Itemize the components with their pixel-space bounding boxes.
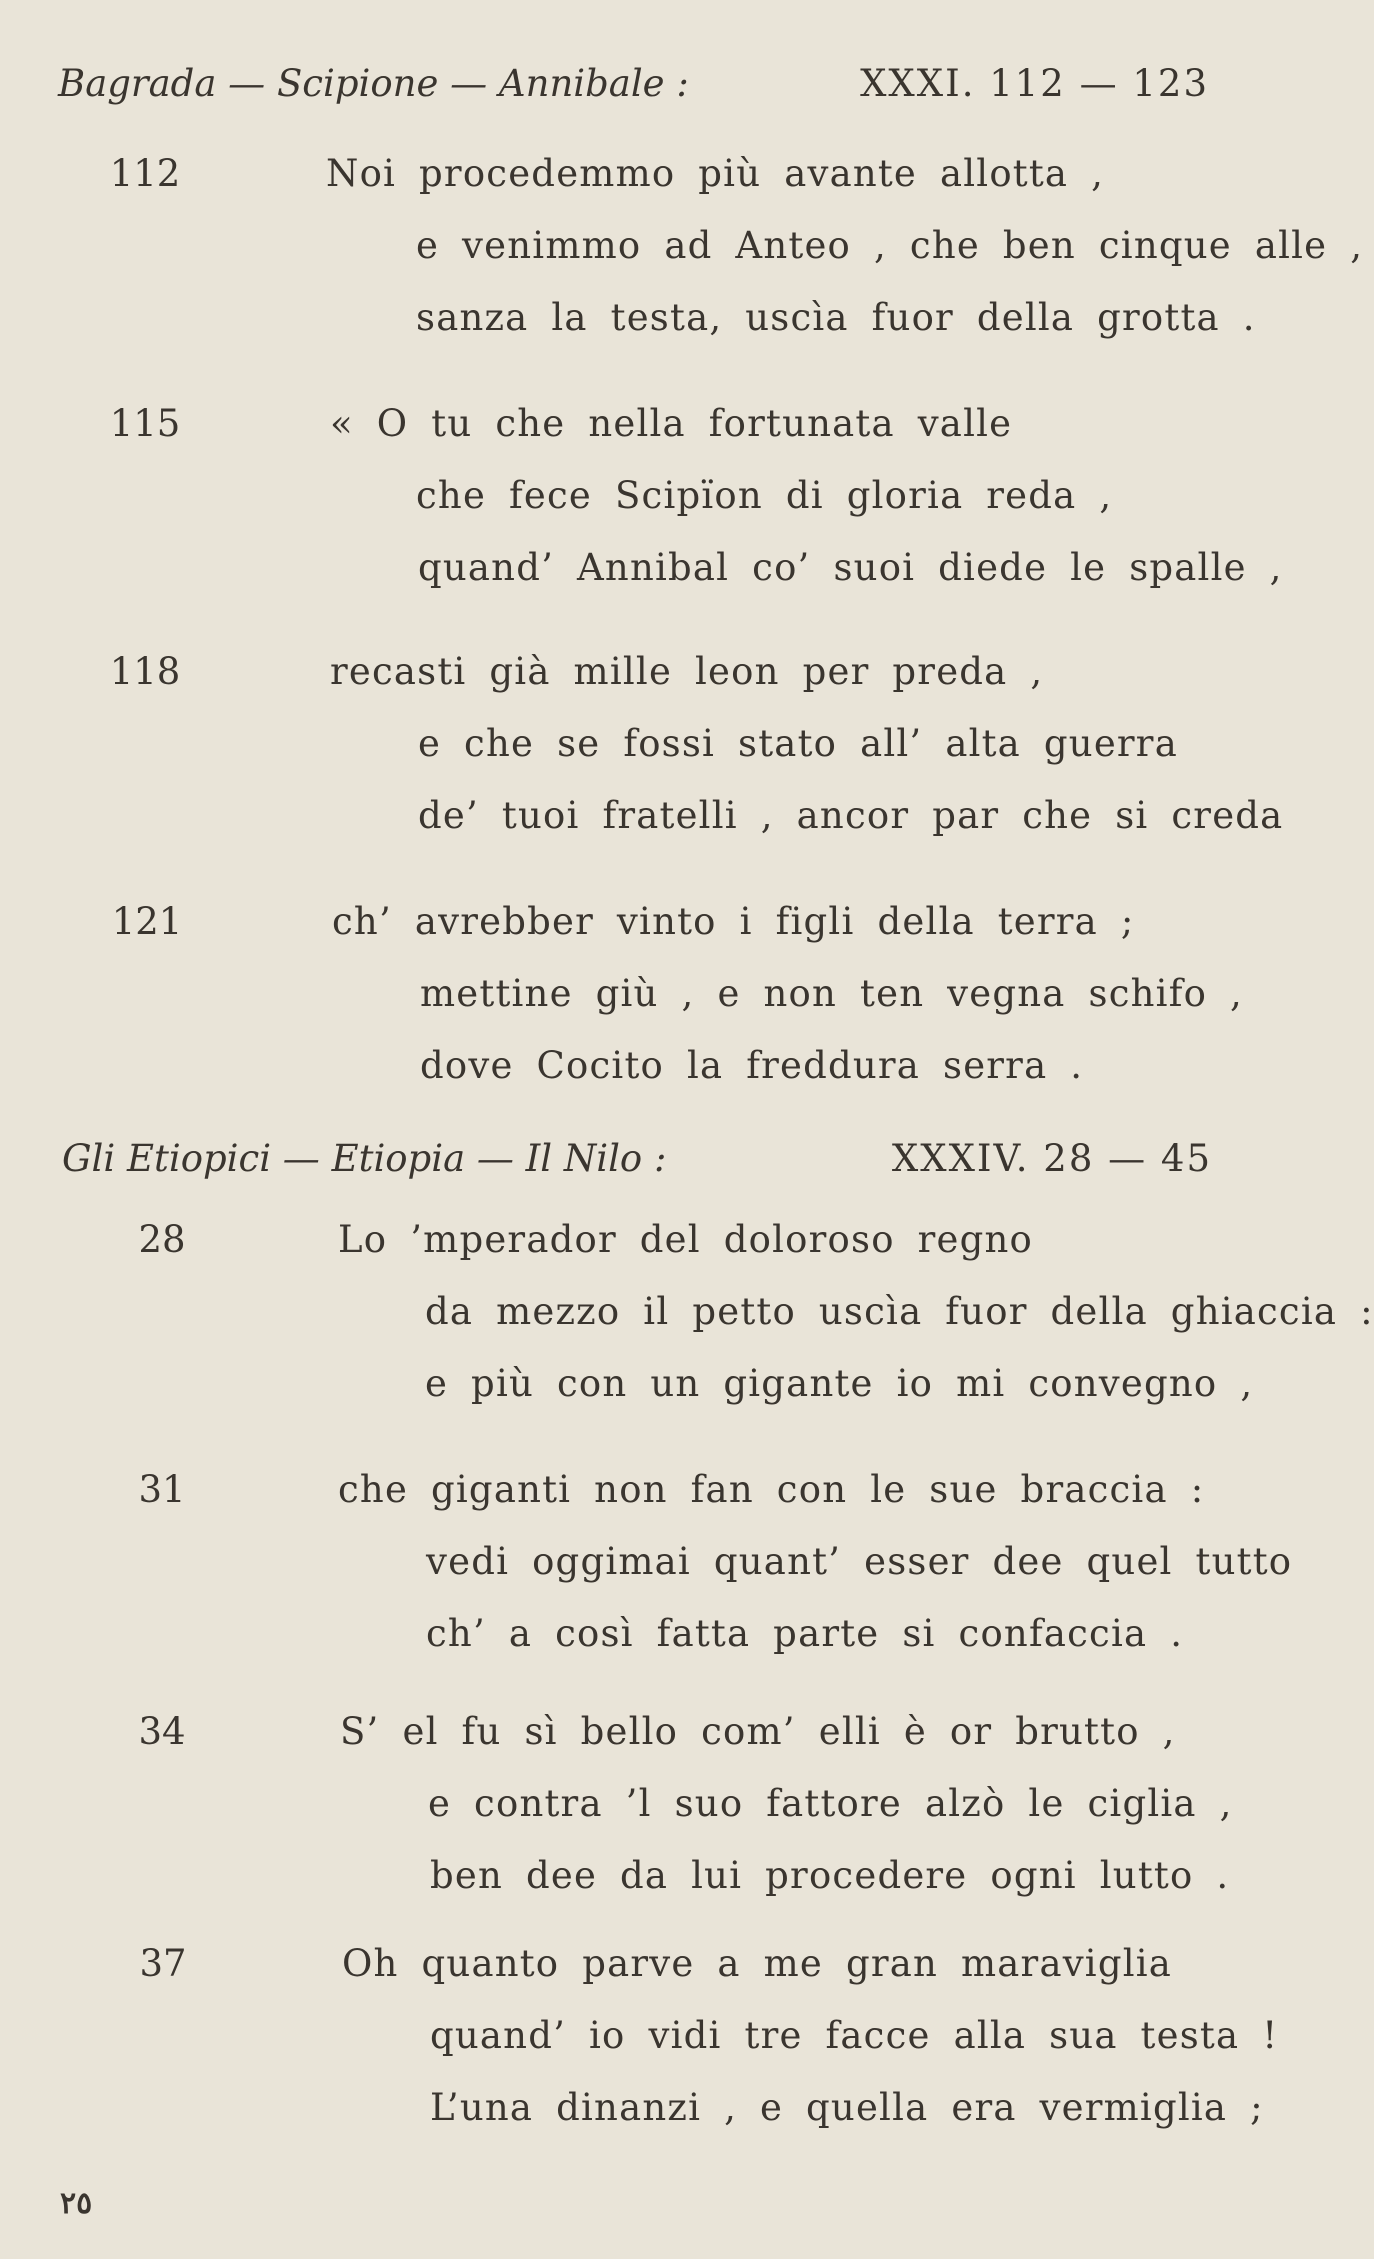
verse-number: 37 — [139, 1942, 187, 1985]
verse-line: recasti già mille leon per preda , — [330, 650, 1044, 693]
verse-number: 28 — [138, 1218, 186, 1261]
verse-line: e contra ’l suo fattore alzò le ciglia , — [428, 1782, 1233, 1825]
verse-line: quand’ io vidi tre facce alla sua testa ! — [430, 2014, 1279, 2057]
verse-number: 112 — [109, 152, 181, 195]
verse-line: ch’ avrebber vinto i figli della terra ; — [332, 900, 1135, 943]
verse-line: quand’ Annibal co’ suoi diede le spalle , — [418, 546, 1283, 589]
verse-line: dove Cocito la freddura serra . — [420, 1044, 1084, 1087]
verse-number: 31 — [138, 1468, 186, 1511]
verse-line: sanza la testa, uscìa fuor della grotta . — [416, 296, 1256, 339]
verse-line: S’ el fu sì bello com’ elli è or brutto , — [340, 1710, 1176, 1753]
section-header — [58, 62, 1209, 105]
verse-line: Noi procedemmo più avante allotta , — [326, 152, 1105, 195]
verse-line: mettine giù , e non ten vegna schifo , — [420, 972, 1243, 1015]
verse-line: da mezzo il petto uscìa fuor della ghiaccia : — [425, 1290, 1374, 1333]
verse-line: che fece Scipïon di gloria reda , — [416, 474, 1113, 517]
verse-line: « O tu che nella fortunata valle — [330, 402, 1013, 445]
verse-number: 118 — [109, 650, 181, 693]
verse-line: e che se fossi stato all’ alta guerra — [418, 722, 1178, 765]
section-reference: XXXI. 112 — 123 — [860, 62, 1209, 105]
verse-line: Oh quanto parve a me gran maraviglia — [342, 1942, 1173, 1985]
verse-line: vedi oggimai quant’ esser dee quel tutto — [426, 1540, 1293, 1583]
verse-line: de’ tuoi fratelli , ancor par che si creda — [418, 794, 1284, 837]
page-number: ٢٥ — [60, 2186, 93, 2221]
verse-number: 115 — [109, 402, 181, 445]
verse-line: che giganti non fan con le sue braccia : — [338, 1468, 1205, 1511]
verse-line: ch’ a così fatta parte si confaccia . — [426, 1612, 1184, 1655]
verse-line: Lo ’mperador del doloroso regno — [338, 1218, 1033, 1261]
verse-number: 121 — [111, 900, 183, 943]
section-header — [62, 1137, 1212, 1180]
section-topic: Bagrada — Scipione — Annibale : — [58, 62, 689, 105]
verse-number: 34 — [138, 1710, 186, 1753]
section-topic: Gli Etiopici — Etiopia — Il Nilo : — [62, 1137, 667, 1180]
verse-line: L’una dinanzi , e quella era vermiglia ; — [430, 2086, 1264, 2129]
verse-line: e venimmo ad Anteo , che ben cinque alle , — [416, 224, 1364, 267]
verse-line: ben dee da lui procedere ogni lutto . — [430, 1854, 1230, 1897]
section-reference: XXXIV. 28 — 45 — [891, 1137, 1212, 1180]
verse-line: e più con un gigante io mi convegno , — [425, 1362, 1254, 1405]
